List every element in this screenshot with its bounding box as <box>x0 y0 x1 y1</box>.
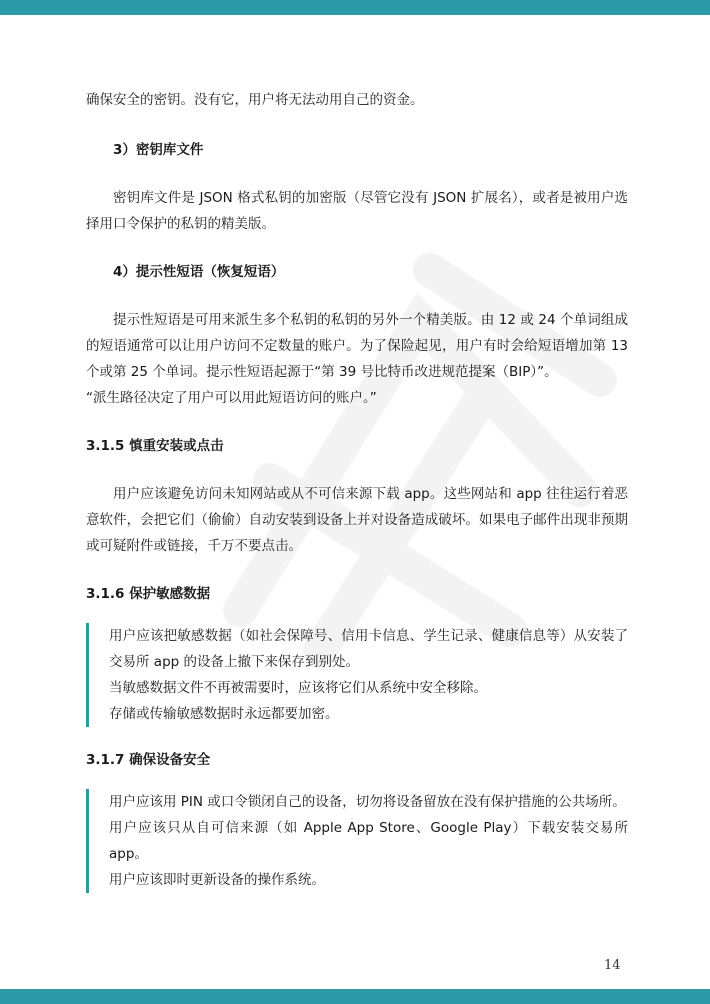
page-number: 14 <box>604 958 621 973</box>
document-body <box>86 83 628 893</box>
subheading-mnemonic: 4）提示性短语（恢复短语） <box>113 264 285 280</box>
callout-line: 用户应该用 PIN 或口令锁闭自己的设备，切勿将设备留放在没有保护措施的公共场所。 <box>109 794 626 810</box>
paragraph-keystore: 密钥库文件是 JSON 格式私钥的加密版（尽管它没有 JSON 扩展名），或者是被用户选择用口令保护的私钥的精美版。 <box>86 190 628 232</box>
top-accent-bar <box>0 0 710 15</box>
subheading-keystore: 3）密钥库文件 <box>113 142 204 158</box>
callout-line: 用户应该把敏感数据（如社会保障号、信用卡信息、学生记录、健康信息等）从安装了交易所 app 的设备上撤下来保存到别处。 <box>109 628 628 670</box>
paragraph-3-1-5: 用户应该避免访问未知网站或从不可信来源下载 app。这些网站和 app 往往运行着恶意软件，会把它们（偷偷）自动安装到设备上并对设备造成破坏。如果电子邮件出现非预期或可疑附件或链接，千万不要点击。 <box>86 486 628 554</box>
paragraph-intro: 确保安全的密钥。没有它，用户将无法动用自己的资金。 <box>86 92 424 108</box>
callout-3-1-6 <box>86 623 628 727</box>
paragraph-mnemonic-quote: “派生路径决定了用户可以用此短语访问的账户。” <box>86 390 377 406</box>
callout-line: 存储或传输敏感数据时永远都要加密。 <box>109 706 339 722</box>
section-heading-3-1-5: 3.1.5 慎重安装或点击 <box>86 438 224 454</box>
section-heading-3-1-6: 3.1.6 保护敏感数据 <box>86 586 211 602</box>
callout-line: 当敏感数据文件不再被需要时，应该将它们从系统中安全移除。 <box>109 680 487 696</box>
paragraph-mnemonic: 提示性短语是可用来派生多个私钥的私钥的另外一个精美版。由 12 或 24 个单词组成的短语通常可以让用户访问不定数量的账户。为了保险起见，用户有时会给短语增加第 13 个或第 25 个单词。提示性短语起源于“第 39 号比特币改进规范提案（BIP）”。 <box>86 312 628 380</box>
bottom-accent-bar <box>0 989 710 1004</box>
callout-line: 用户应该即时更新设备的操作系统。 <box>109 872 325 888</box>
callout-3-1-7 <box>86 789 628 893</box>
section-heading-3-1-7: 3.1.7 确保设备安全 <box>86 752 211 768</box>
callout-line: 用户应该只从自可信来源（如 Apple App Store、Google Play）下载安装交易所 app。 <box>109 820 628 862</box>
